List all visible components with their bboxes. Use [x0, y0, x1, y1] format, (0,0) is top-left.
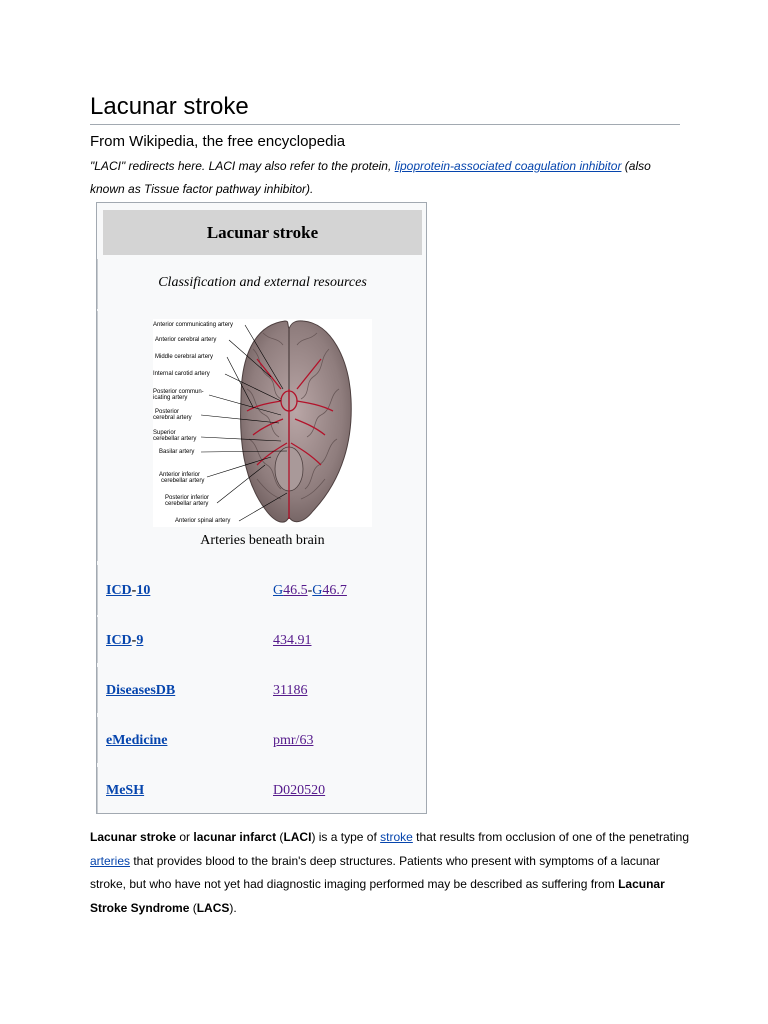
infobox-value: [273, 583, 347, 599]
bold-term: lacunar infarct: [193, 830, 277, 844]
icd9-link[interactable]: 9: [136, 633, 144, 648]
hatnote-text-before: "LACI" redirects here. LACI may also refer to the protein,: [90, 159, 395, 173]
arteries-link[interactable]: arteries: [90, 853, 131, 868]
icd9-code-link[interactable]: 434.91: [273, 633, 312, 648]
bold-term: Lacunar stroke: [90, 830, 177, 844]
image-label: Posterior inferior: [165, 495, 210, 501]
infobox-row-mesh: [97, 783, 428, 803]
image-label: Superior: [153, 430, 176, 436]
article: [90, 92, 680, 201]
infobox-row-emedicine: [97, 733, 428, 753]
infobox-label: [106, 733, 167, 749]
icd10-chapter-link[interactable]: G: [273, 583, 284, 598]
label-separator: -: [131, 633, 137, 648]
image-label: Posterior commun-: [153, 389, 204, 395]
image-label: Anterior spinal artery: [175, 518, 231, 524]
diseasesdb-link[interactable]: DiseasesDB: [106, 683, 176, 698]
brain-arteries-image[interactable]: [153, 319, 372, 527]
image-label: Anterior inferior: [159, 472, 201, 478]
bold-term: Lacunar Stroke Syndrome: [90, 877, 665, 915]
paragraph-text: (: [276, 830, 284, 844]
label-separator: -: [131, 583, 137, 598]
infobox-row-icd10: [97, 583, 428, 603]
image-label: cerebellar artery: [161, 478, 205, 484]
image-label: cerebellar artery: [165, 501, 209, 507]
value-separator: -: [307, 583, 313, 598]
infobox-row-icd9: [97, 633, 428, 653]
emedicine-code-link[interactable]: pmr/63: [273, 733, 314, 748]
infobox-value: [273, 783, 325, 799]
infobox-divider: [97, 311, 98, 561]
image-label: cerebellar artery: [153, 436, 197, 442]
icd10-chapter-link[interactable]: G: [312, 583, 323, 598]
image-label: cerebral artery: [153, 415, 192, 421]
infobox-label: [106, 583, 150, 599]
hatnote: [90, 155, 680, 201]
paragraph-text: ) is a type of: [311, 830, 381, 844]
image-label: Internal carotid artery: [153, 371, 210, 377]
hatnote-link[interactable]: lipoprotein-associated coagulation inhibitor: [394, 159, 622, 173]
infobox-row-diseasesdb: [97, 683, 428, 703]
mesh-code-link[interactable]: D020520: [273, 783, 326, 798]
image-label: icating artery: [153, 395, 188, 401]
infobox: [96, 202, 427, 814]
paragraph-text: (: [189, 900, 197, 915]
icd10-code-link[interactable]: 46.7: [322, 583, 347, 598]
paragraph-text: that provides blood to the brain's deep structures. Patients who present with symptoms of a lacunar stroke, but who have not yet had diagnostic imaging performed may be described as suffering from: [90, 853, 660, 891]
icd10-link[interactable]: 10: [136, 583, 151, 598]
image-label: Posterior: [155, 409, 180, 415]
paragraph-text: that results from occlusion of one of the penetrating: [412, 830, 689, 844]
emedicine-link[interactable]: eMedicine: [106, 733, 168, 748]
image-label: Anterior communicating artery: [153, 322, 234, 328]
lead-paragraph: [90, 826, 690, 920]
page-subtitle: From Wikipedia, the free encyclopedia: [90, 133, 346, 150]
infobox-value: [273, 633, 312, 649]
infobox-subheader: Classification and external resources: [158, 275, 367, 290]
infobox-value: [273, 683, 307, 699]
bold-term: LACI: [283, 830, 312, 844]
page-title: Lacunar stroke: [90, 92, 680, 125]
paragraph-text: ).: [229, 900, 237, 915]
image-label: Middle cerebral artery: [155, 354, 214, 360]
stroke-link[interactable]: stroke: [380, 830, 413, 844]
infobox-label: [106, 633, 143, 649]
image-label: Basilar artery: [159, 449, 195, 455]
paragraph-text: or: [176, 830, 194, 844]
hatnote-text-after: (also known as Tissue factor pathway inhibitor).: [90, 159, 651, 196]
mesh-link[interactable]: MeSH: [106, 783, 145, 798]
infobox-label: [106, 783, 144, 799]
infobox-label: [106, 683, 175, 699]
diseasesdb-code-link[interactable]: 31186: [273, 683, 308, 698]
icd10-code-link[interactable]: 46.5: [283, 583, 308, 598]
bold-term: LACS: [196, 900, 230, 915]
infobox-image-caption: Arteries beneath brain: [200, 533, 325, 548]
image-label: Anterior cerebral artery: [155, 337, 217, 343]
icd-link[interactable]: ICD: [106, 583, 132, 598]
infobox-title: Lacunar stroke: [103, 210, 422, 255]
infobox-value: [273, 733, 313, 749]
icd-link[interactable]: ICD: [106, 633, 132, 648]
